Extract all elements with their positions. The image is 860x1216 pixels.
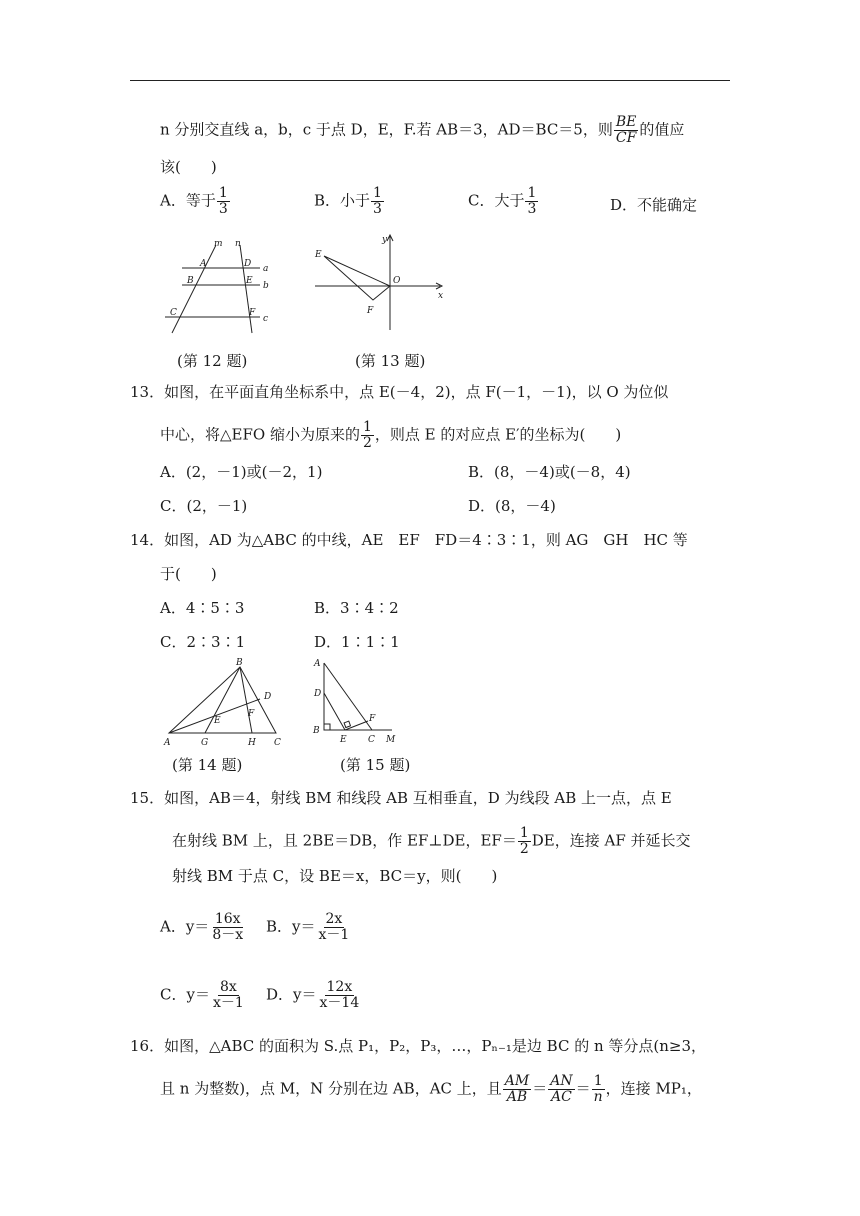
q13-option-c: C．(2，－1)	[160, 497, 248, 515]
fig14-label-G: G	[201, 738, 209, 748]
q13-option-a: A．(2，－1)或(－2，1)	[160, 463, 323, 481]
fig12-label-m: m	[214, 239, 223, 249]
fig13-label-x: x	[438, 291, 444, 301]
fig13-label-F: F	[367, 306, 374, 316]
q12-line2: 该( )	[160, 158, 217, 176]
q16-line2: 且 n 为整数)，点 M，N 分别在边 AB，AC 上，且 $\frac{AM}{AB}$ ＝ $\frac{AN}{AC}$ ＝ $\frac{1}{n}$ ，连接 MP₁，	[160, 1073, 702, 1105]
fig12-label-C: C	[170, 308, 177, 318]
q15-option-b: B．y＝ $\frac{2x}{x-1}$	[266, 911, 350, 943]
figure-12	[160, 235, 280, 340]
fig15-label-B: B	[313, 726, 320, 736]
q12-fraction: $\frac{BE}{CF}$	[615, 114, 637, 146]
fig12-label-F: F	[249, 308, 256, 318]
fig12-label-c: c	[263, 314, 269, 324]
q12-option-c: C．大于 $\frac{1}{3}$	[468, 185, 537, 217]
q14-option-b: B．3∶4∶2	[314, 599, 399, 617]
fig14-label-F: F	[248, 709, 255, 719]
figure-14	[160, 655, 290, 750]
figure-15	[310, 655, 410, 750]
q13-option-d: D．(8，－4)	[468, 497, 556, 515]
fig14-label-E: E	[214, 716, 221, 726]
q14-line2: 于( )	[160, 565, 217, 583]
fig12-label-n: n	[235, 239, 241, 249]
fig14-label-B: B	[236, 658, 243, 668]
q12-option-a: A．等于 $\frac{1}{3}$	[160, 185, 228, 217]
header-rule	[130, 80, 730, 81]
q14-line1: 14．如图，AD 为△ABC 的中线，AE EF FD＝4∶3∶1，则 AG GH HC 等	[130, 531, 688, 549]
fig15-label-C: C	[368, 735, 375, 745]
q12-line1: n 分别交直线 a，b，c 于点 D，E，F.若 AB＝3，AD＝BC＝5，则 $\frac{BE}{CF}$ 的值应	[160, 114, 685, 146]
caption-15: (第 15 题)	[340, 756, 411, 774]
fig13-label-E: E	[315, 250, 322, 260]
q15-option-a: A．y＝ $\frac{16x}{8-x}$	[160, 911, 244, 943]
q15-line1: 15．如图，AB＝4，射线 BM 和线段 AB 互相垂直，D 为线段 AB 上一点，点 E	[130, 789, 672, 807]
q15-option-c: C．y＝ $\frac{8x}{x-1}$	[160, 979, 244, 1011]
fig14-label-D: D	[264, 692, 272, 702]
q12-option-d: D．不能确定	[610, 196, 698, 214]
fig15-label-F: F	[369, 714, 376, 724]
q14-option-c: C．2∶3∶1	[160, 633, 246, 651]
q14-option-a: A．4∶5∶3	[160, 599, 245, 617]
q15-option-d: D．y＝ $\frac{12x}{x-14}$	[266, 979, 360, 1011]
fig12-label-b: b	[263, 281, 269, 291]
fig12-label-A: A	[200, 259, 207, 269]
q13-line2: 中心，将△EFO 缩小为原来的 $\frac{1}{2}$ ，则点 E 的对应点 E′的坐标为( )	[160, 419, 622, 451]
fig12-label-E: E	[246, 276, 253, 286]
fig15-label-E: E	[340, 735, 347, 745]
q12-text: n 分别交直线 a，b，c 于点 D，E，F.若 AB＝3，AD＝BC＝5，则	[160, 120, 613, 139]
fig14-label-A: A	[164, 738, 171, 748]
fig15-label-M: M	[386, 735, 396, 745]
q13-line1: 13．如图，在平面直角坐标系中，点 E(－4，2)，点 F(－1，－1)，以 O 为位似	[130, 383, 669, 401]
fig13-label-O: O	[393, 276, 401, 286]
caption-14: (第 14 题)	[172, 756, 243, 774]
figure-13	[310, 230, 450, 335]
q15-line3: 射线 BM 于点 C，设 BE＝x，BC＝y，则( )	[172, 867, 498, 885]
fig12-label-a: a	[263, 264, 269, 274]
fig13-label-y: y	[382, 235, 388, 245]
q14-option-d: D．1∶1∶1	[314, 633, 400, 651]
fig15-label-A: A	[314, 659, 321, 669]
fig14-label-C: C	[274, 738, 281, 748]
fig12-label-D: D	[244, 259, 252, 269]
fig12-label-B: B	[187, 276, 194, 286]
fig14-label-H: H	[248, 738, 256, 748]
q16-line1: 16．如图，△ABC 的面积为 S.点 P₁，P₂，P₃，…，Pₙ₋₁是边 BC 的 n 等分点(n≥3，	[130, 1037, 707, 1055]
caption-12: (第 12 题)	[177, 352, 248, 370]
q13-option-b: B．(8，－4)或(－8，4)	[468, 463, 631, 481]
q15-line2: 在射线 BM 上，且 2BE＝DB，作 EF⊥DE，EF＝ $\frac{1}{2}$ DE，连接 AF 并延长交	[172, 825, 691, 857]
q12-option-b: B．小于 $\frac{1}{3}$	[314, 185, 382, 217]
fig15-label-D: D	[314, 689, 322, 699]
caption-13: (第 13 题)	[355, 352, 426, 370]
